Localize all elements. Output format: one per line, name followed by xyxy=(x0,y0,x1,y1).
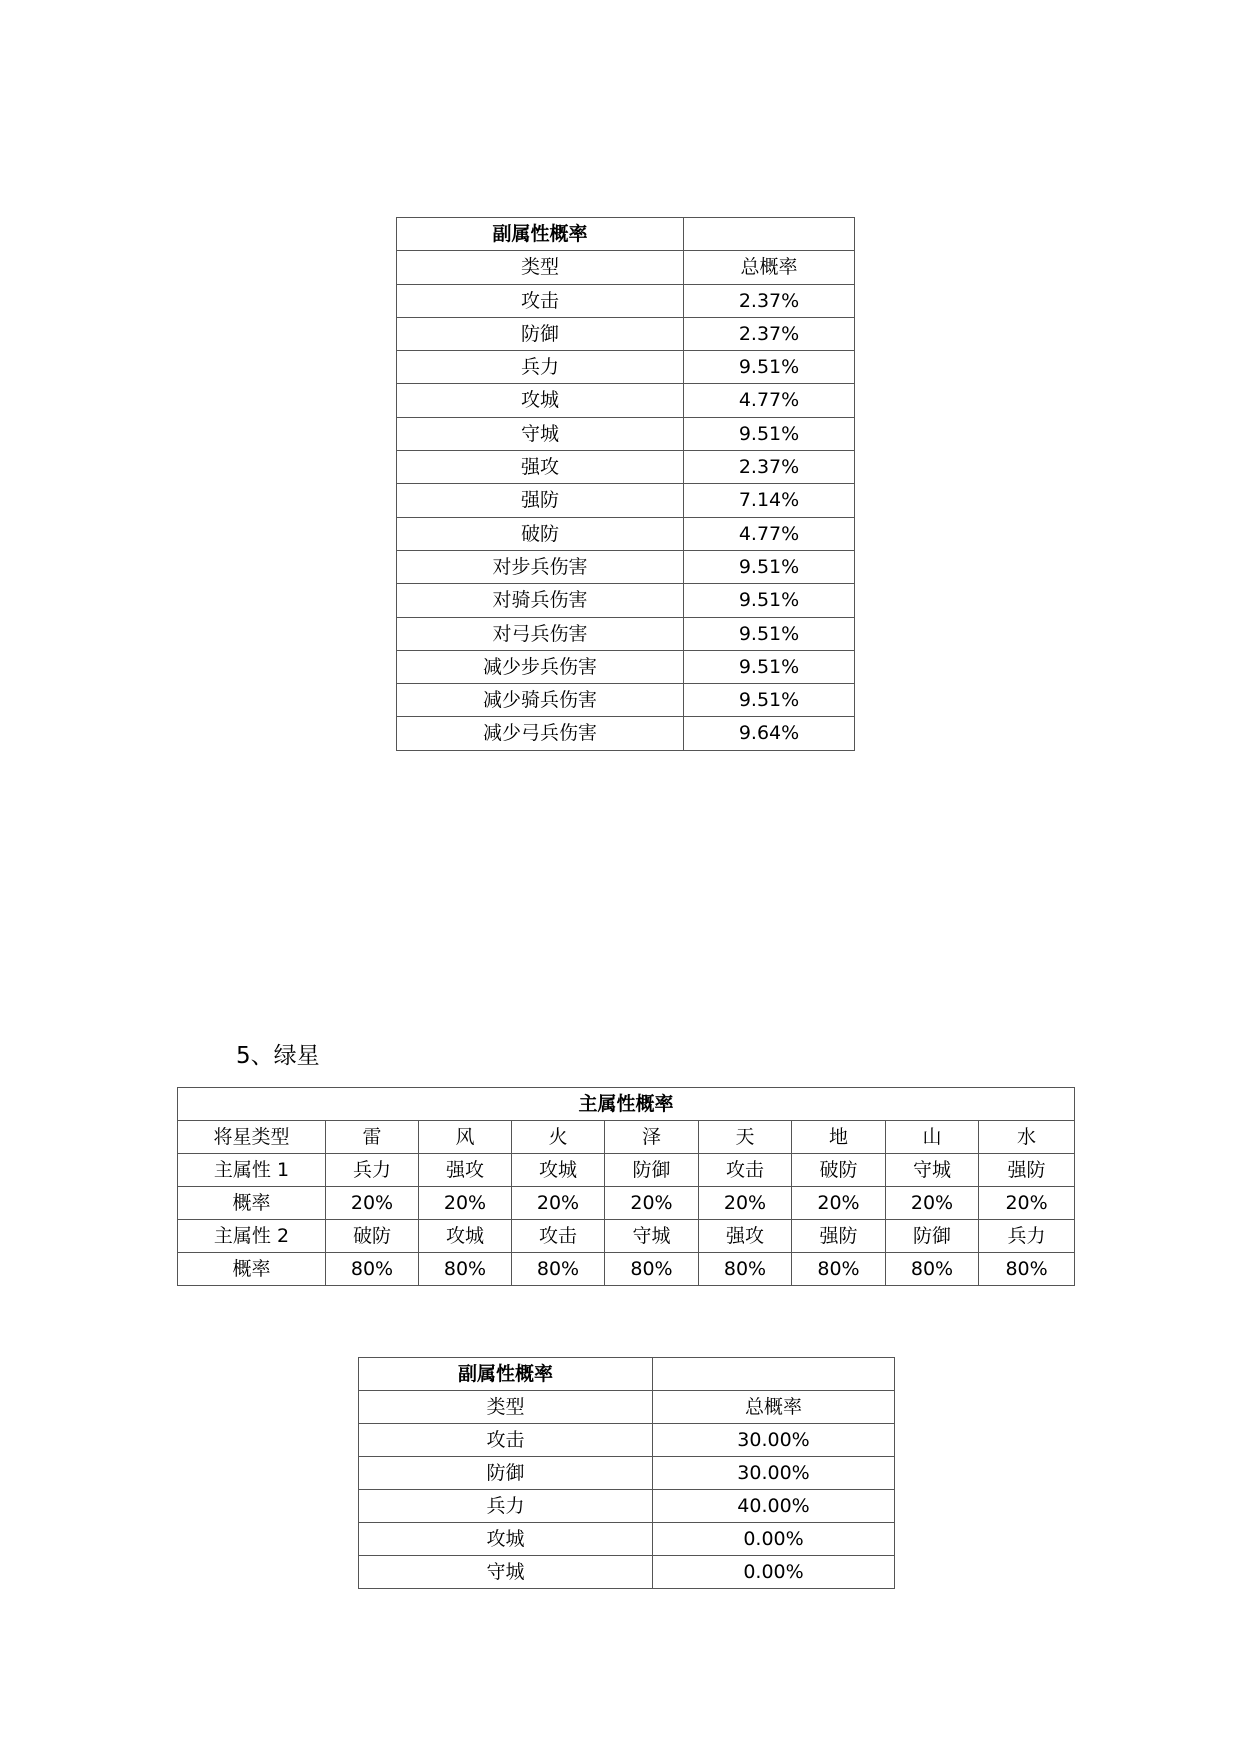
column-header: 总概率 xyxy=(684,251,855,284)
table-header-row xyxy=(359,1391,895,1424)
type-cell: 强攻 xyxy=(397,451,684,484)
table-row xyxy=(359,1523,895,1556)
table-cell: 守城 xyxy=(605,1220,699,1253)
table-cell: 攻城 xyxy=(512,1154,605,1187)
table-row xyxy=(397,650,855,683)
table-cell: 防御 xyxy=(605,1154,699,1187)
table-cell: 攻击 xyxy=(512,1220,605,1253)
table-row xyxy=(397,317,855,350)
table-row xyxy=(397,617,855,650)
column-header: 水 xyxy=(979,1121,1075,1154)
table-cell: 强攻 xyxy=(419,1154,512,1187)
probability-cell: 0.00% xyxy=(653,1523,895,1556)
table-cell: 守城 xyxy=(886,1154,979,1187)
probability-cell: 9.51% xyxy=(684,650,855,683)
table-cell: 20% xyxy=(699,1187,792,1220)
type-cell: 防御 xyxy=(359,1457,653,1490)
table-cell: 80% xyxy=(886,1253,979,1286)
table-cell: 强攻 xyxy=(699,1220,792,1253)
table-cell: 20% xyxy=(605,1187,699,1220)
table-header-row xyxy=(397,251,855,284)
table-row xyxy=(359,1424,895,1457)
table-header-row xyxy=(178,1121,1075,1154)
row-label: 主属性 2 xyxy=(178,1220,326,1253)
table-cell: 攻击 xyxy=(699,1154,792,1187)
type-cell: 强防 xyxy=(397,484,684,517)
sub-attribute-table-2 xyxy=(358,1357,895,1589)
table-cell: 80% xyxy=(605,1253,699,1286)
type-cell: 减少骑兵伤害 xyxy=(397,684,684,717)
probability-cell: 2.37% xyxy=(684,451,855,484)
table-cell: 80% xyxy=(699,1253,792,1286)
probability-cell: 30.00% xyxy=(653,1424,895,1457)
probability-cell: 9.51% xyxy=(684,417,855,450)
type-cell: 守城 xyxy=(359,1556,653,1589)
table-cell: 20% xyxy=(512,1187,605,1220)
table-row xyxy=(397,717,855,750)
column-header: 类型 xyxy=(397,251,684,284)
probability-cell: 0.00% xyxy=(653,1556,895,1589)
table-row xyxy=(397,550,855,583)
type-cell: 减少步兵伤害 xyxy=(397,650,684,683)
table-cell: 强防 xyxy=(792,1220,886,1253)
table-row xyxy=(397,417,855,450)
probability-cell: 30.00% xyxy=(653,1457,895,1490)
section-heading: 5、绿星 xyxy=(236,1043,320,1069)
table-title: 主属性概率 xyxy=(178,1088,1075,1121)
table-cell: 兵力 xyxy=(979,1220,1075,1253)
table-cell: 20% xyxy=(979,1187,1075,1220)
table-row xyxy=(359,1457,895,1490)
type-cell: 对弓兵伤害 xyxy=(397,617,684,650)
probability-cell: 9.51% xyxy=(684,351,855,384)
type-cell: 破防 xyxy=(397,517,684,550)
main-attribute-table xyxy=(177,1087,1075,1286)
table-row xyxy=(178,1187,1075,1220)
table-row xyxy=(397,684,855,717)
probability-cell: 9.51% xyxy=(684,617,855,650)
table-cell: 80% xyxy=(419,1253,512,1286)
column-header: 将星类型 xyxy=(178,1121,326,1154)
table-cell: 20% xyxy=(419,1187,512,1220)
sub-attribute-table-1 xyxy=(396,217,855,751)
table-row xyxy=(178,1253,1075,1286)
table-title: 副属性概率 xyxy=(397,218,684,251)
probability-cell: 4.77% xyxy=(684,517,855,550)
table-cell: 破防 xyxy=(792,1154,886,1187)
type-cell: 守城 xyxy=(397,417,684,450)
table-cell: 80% xyxy=(979,1253,1075,1286)
probability-cell: 2.37% xyxy=(684,317,855,350)
table-cell: 80% xyxy=(326,1253,419,1286)
probability-cell: 9.51% xyxy=(684,684,855,717)
table-cell: 强防 xyxy=(979,1154,1075,1187)
table-row xyxy=(397,451,855,484)
table-title-row xyxy=(178,1088,1075,1121)
table-cell: 兵力 xyxy=(326,1154,419,1187)
probability-cell: 40.00% xyxy=(653,1490,895,1523)
table-row xyxy=(397,517,855,550)
table-title-row xyxy=(359,1358,895,1391)
table-row xyxy=(178,1154,1075,1187)
row-label: 主属性 1 xyxy=(178,1154,326,1187)
column-header: 类型 xyxy=(359,1391,653,1424)
table-cell: 20% xyxy=(326,1187,419,1220)
type-cell: 对步兵伤害 xyxy=(397,550,684,583)
table-row xyxy=(397,351,855,384)
empty-cell xyxy=(684,218,855,251)
probability-cell: 9.64% xyxy=(684,717,855,750)
type-cell: 兵力 xyxy=(359,1490,653,1523)
table-row xyxy=(359,1490,895,1523)
table-cell: 20% xyxy=(886,1187,979,1220)
table-cell: 80% xyxy=(792,1253,886,1286)
type-cell: 兵力 xyxy=(397,351,684,384)
table-row xyxy=(397,584,855,617)
type-cell: 攻击 xyxy=(397,284,684,317)
row-label: 概率 xyxy=(178,1187,326,1220)
column-header: 泽 xyxy=(605,1121,699,1154)
column-header: 天 xyxy=(699,1121,792,1154)
type-cell: 攻城 xyxy=(359,1523,653,1556)
column-header: 总概率 xyxy=(653,1391,895,1424)
table-cell: 攻城 xyxy=(419,1220,512,1253)
column-header: 雷 xyxy=(326,1121,419,1154)
table-cell: 20% xyxy=(792,1187,886,1220)
table-row xyxy=(178,1220,1075,1253)
probability-cell: 9.51% xyxy=(684,584,855,617)
probability-cell: 4.77% xyxy=(684,384,855,417)
empty-cell xyxy=(653,1358,895,1391)
type-cell: 攻击 xyxy=(359,1424,653,1457)
column-header: 火 xyxy=(512,1121,605,1154)
column-header: 山 xyxy=(886,1121,979,1154)
probability-cell: 7.14% xyxy=(684,484,855,517)
row-label: 概率 xyxy=(178,1253,326,1286)
table-cell: 80% xyxy=(512,1253,605,1286)
table-row xyxy=(397,284,855,317)
column-header: 风 xyxy=(419,1121,512,1154)
type-cell: 攻城 xyxy=(397,384,684,417)
table-row xyxy=(397,484,855,517)
table-row xyxy=(397,384,855,417)
table-cell: 破防 xyxy=(326,1220,419,1253)
probability-cell: 9.51% xyxy=(684,550,855,583)
type-cell: 对骑兵伤害 xyxy=(397,584,684,617)
table-title: 副属性概率 xyxy=(359,1358,653,1391)
column-header: 地 xyxy=(792,1121,886,1154)
table-cell: 防御 xyxy=(886,1220,979,1253)
type-cell: 防御 xyxy=(397,317,684,350)
probability-cell: 2.37% xyxy=(684,284,855,317)
table-row xyxy=(359,1556,895,1589)
table-title-row xyxy=(397,218,855,251)
type-cell: 减少弓兵伤害 xyxy=(397,717,684,750)
